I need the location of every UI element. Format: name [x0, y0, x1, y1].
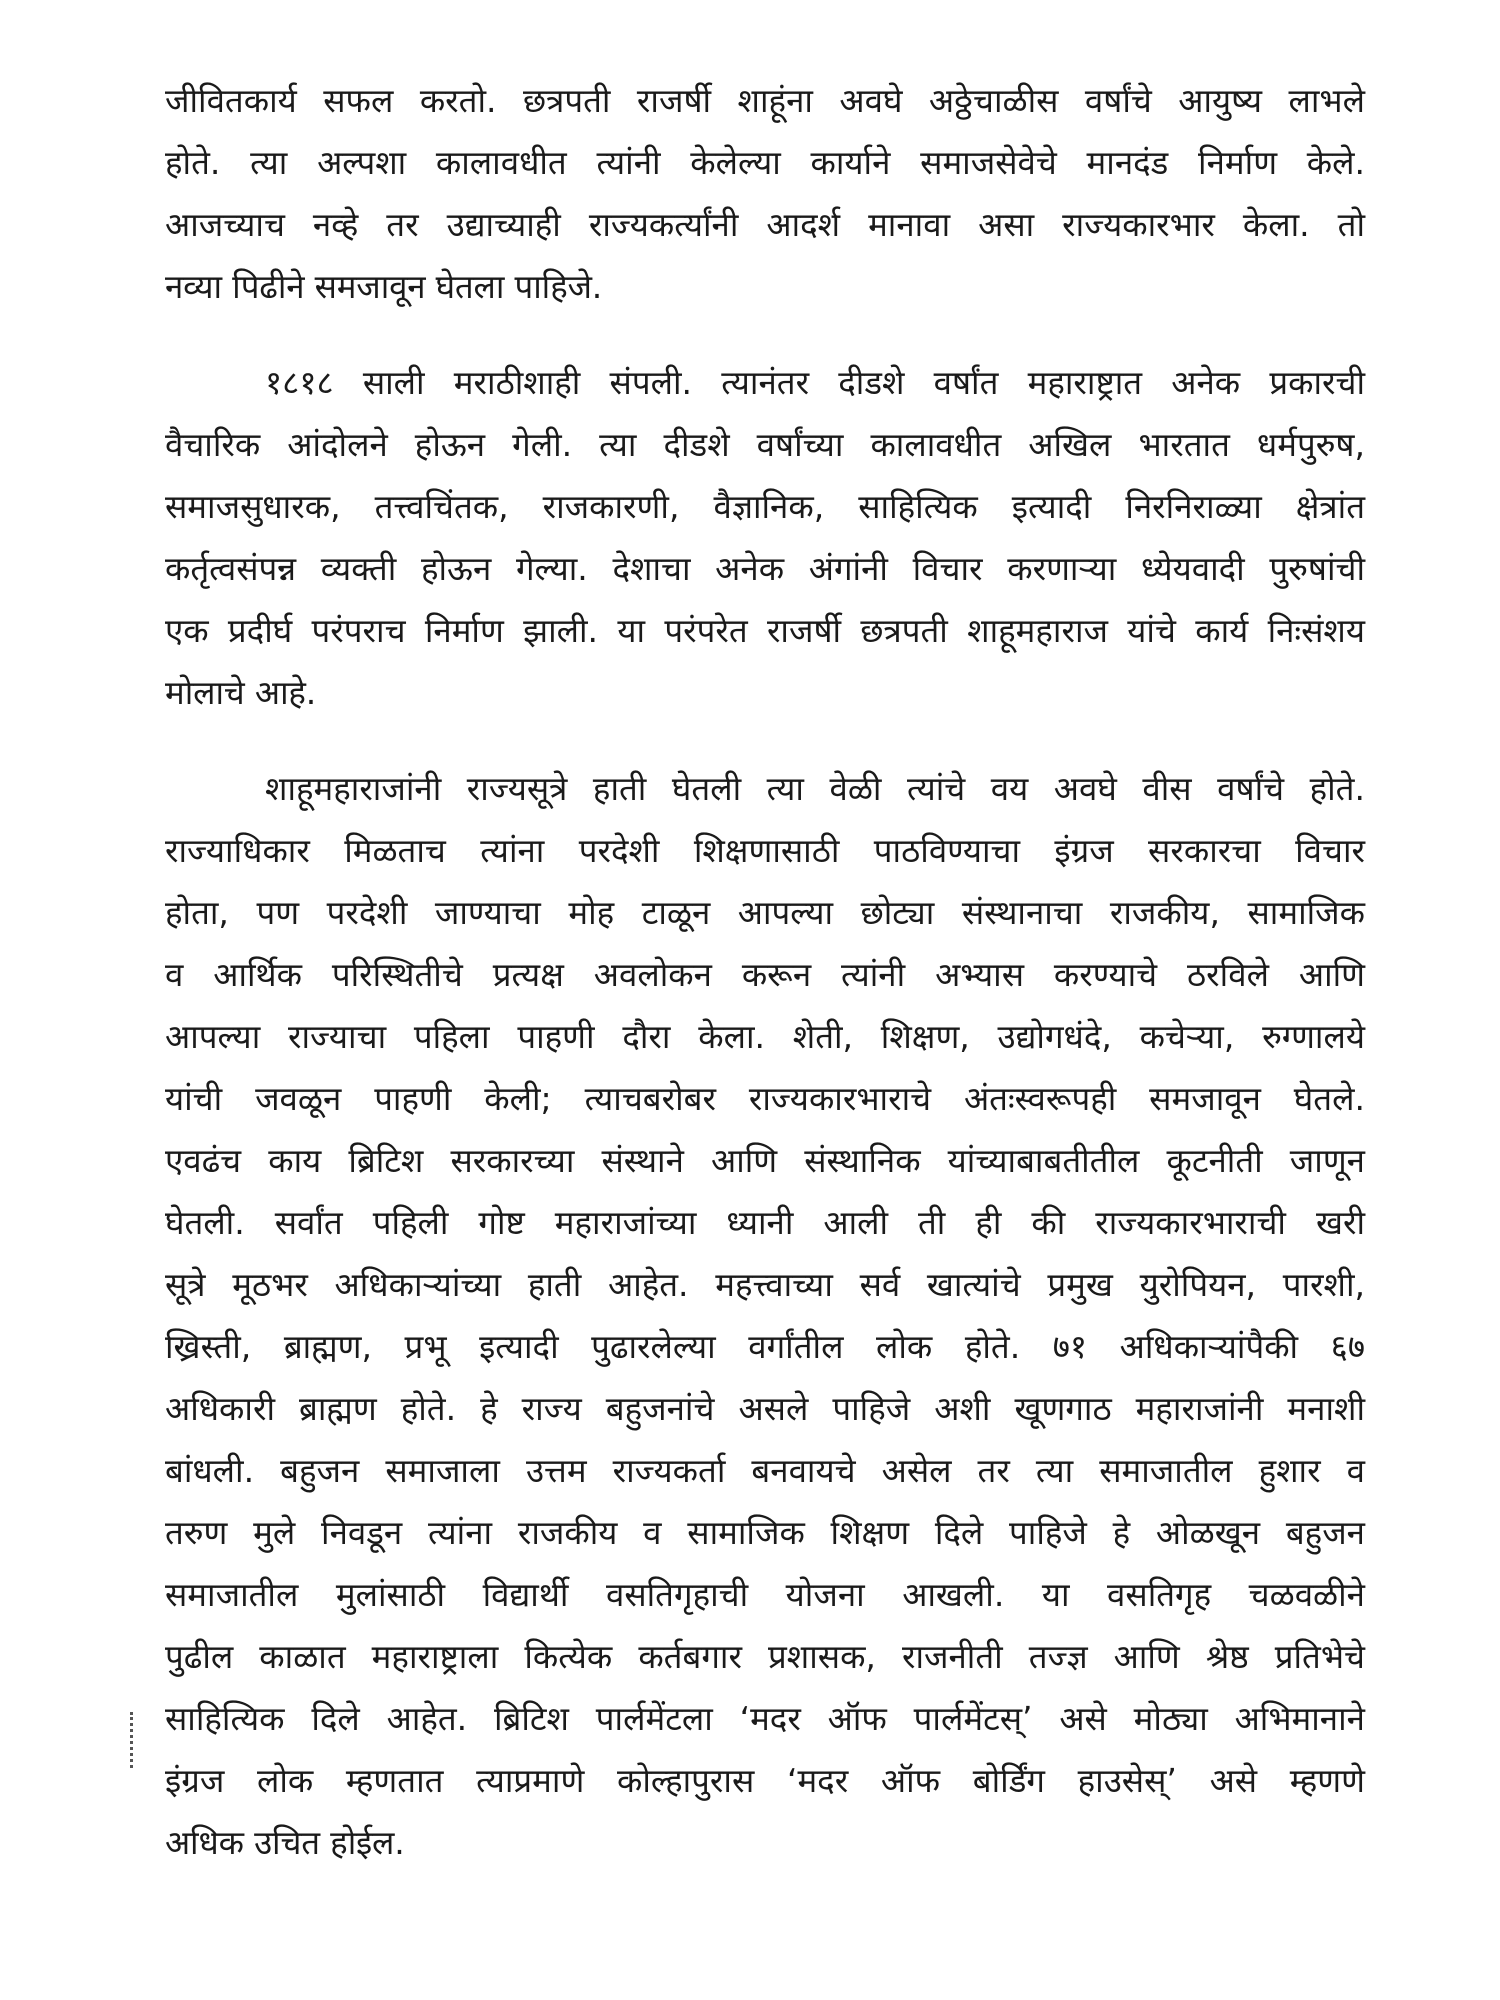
paragraph-3-line-12: बांधली. बहुजन समाजाला उत्तम राज्यकर्ता बनवायचे असेल तर त्या समाजातील हुशार व — [165, 1451, 1365, 1490]
paragraph-3-line-8: घेतली. सर्वांत पहिली गोष्ट महाराजांच्या ध्यानी आली ती ही की राज्यकारभाराची खरी — [165, 1203, 1365, 1242]
paragraph-2 — [165, 352, 1365, 724]
paragraph-2-line-2: वैचारिक आंदोलने होऊन गेली. त्या दीडशे वर्षांच्या कालावधीत अखिल भारतात धर्मपुरुष, — [165, 425, 1365, 464]
paragraph-3-line-18: अधिक उचित होईल. — [165, 1823, 405, 1862]
body-text — [165, 70, 1365, 1874]
paragraph-1-line-3: आजच्याच नव्हे तर उद्याच्याही राज्यकर्त्यांनी आदर्श मानावा असा राज्यकारभार केला. तो — [165, 205, 1365, 244]
paragraph-1-line-4: नव्या पिढीने समजावून घेतला पाहिजे. — [165, 267, 603, 306]
paragraph-2-line-4: कर्तृत्वसंपन्न व्यक्ती होऊन गेल्या. देशाचा अनेक अंगांनी विचार करणाऱ्या ध्येयवादी पुरुषांची — [165, 549, 1365, 588]
paragraph-3-line-2: राज्याधिकार मिळताच त्यांना परदेशी शिक्षणासाठी पाठविण्याचा इंग्रज सरकारचा विचार — [165, 831, 1365, 870]
paragraph-3 — [165, 758, 1365, 1874]
paragraph-3-line-1: शाहूमहाराजांनी राज्यसूत्रे हाती घेतली त्या वेळी त्यांचे वय अवघे वीस वर्षांचे होते. — [265, 769, 1365, 808]
paragraph-3-line-4: व आर्थिक परिस्थितीचे प्रत्यक्ष अवलोकन करून त्यांनी अभ्यास करण्याचे ठरविले आणि — [165, 955, 1365, 994]
paragraph-3-line-15: पुढील काळात महाराष्ट्राला कित्येक कर्तबगार प्रशासक, राजनीती तज्ज्ञ आणि श्रेष्ठ प्रतिभेचे — [165, 1637, 1365, 1676]
margin-mark — [130, 1712, 137, 1768]
paragraph-2-line-3: समाजसुधारक, तत्त्वचिंतक, राजकारणी, वैज्ञानिक, साहित्यिक इत्यादी निरनिराळ्या क्षेत्रांत — [165, 487, 1365, 526]
paragraph-3-line-14: समाजातील मुलांसाठी विद्यार्थी वसतिगृहाची योजना आखली. या वसतिगृह चळवळीने — [165, 1575, 1365, 1614]
paragraph-3-line-10: ख्रिस्ती, ब्राह्मण, प्रभू इत्यादी पुढारलेल्या वर्गांतील लोक होते. ७१ अधिकाऱ्यांपैकी ६७ — [165, 1327, 1365, 1366]
paragraph-3-line-17: इंग्रज लोक म्हणतात त्याप्रमाणे कोल्हापुरास ‘मदर ऑफ बोर्डिंग हाउसेस्’ असे म्हणणे — [165, 1761, 1365, 1800]
paragraph-2-line-5: एक प्रदीर्घ परंपराच निर्माण झाली. या परंपरेत राजर्षी छत्रपती शाहूमहाराज यांचे कार्य निःसंशय — [165, 611, 1365, 650]
paragraph-3-line-9: सूत्रे मूठभर अधिकाऱ्यांच्या हाती आहेत. महत्त्वाच्या सर्व खात्यांचे प्रमुख युरोपियन, पारशी, — [165, 1265, 1365, 1304]
paragraph-3-line-11: अधिकारी ब्राह्मण होते. हे राज्य बहुजनांचे असले पाहिजे अशी खूणगाठ महाराजांनी मनाशी — [165, 1389, 1365, 1428]
paragraph-1-line-2: होते. त्या अल्पशा कालावधीत त्यांनी केलेल्या कार्याने समाजसेवेचे मानदंड निर्माण केले. — [165, 143, 1365, 182]
paragraph-3-line-3: होता, पण परदेशी जाण्याचा मोह टाळून आपल्या छोट्या संस्थानाचा राजकीय, सामाजिक — [165, 893, 1365, 932]
paragraph-1-line-1: जीवितकार्य सफल करतो. छत्रपती राजर्षी शाहूंना अवघे अठ्ठेचाळीस वर्षांचे आयुष्य लाभले — [165, 81, 1365, 120]
paragraph-3-line-6: यांची जवळून पाहणी केली; त्याचबरोबर राज्यकारभाराचे अंतःस्वरूपही समजावून घेतले. — [165, 1079, 1365, 1118]
paragraph-3-line-5: आपल्या राज्याचा पहिला पाहणी दौरा केला. शेती, शिक्षण, उद्योगधंदे, कचेऱ्या, रुग्णालये — [165, 1017, 1365, 1056]
paragraph-3-line-16: साहित्यिक दिले आहेत. ब्रिटिश पार्लमेंटला ‘मदर ऑफ पार्लमेंटस्’ असे मोठ्या अभिमानाने — [165, 1699, 1365, 1738]
paragraph-2-line-1: १८१८ साली मराठीशाही संपली. त्यानंतर दीडशे वर्षांत महाराष्ट्रात अनेक प्रकारची — [265, 363, 1365, 402]
paragraph-2-line-6: मोलाचे आहे. — [165, 673, 316, 712]
paragraph-3-line-7: एवढंच काय ब्रिटिश सरकारच्या संस्थाने आणि संस्थानिक यांच्याबाबतीतील कूटनीती जाणून — [165, 1141, 1365, 1180]
paragraph-1 — [165, 70, 1365, 318]
paragraph-3-line-13: तरुण मुले निवडून त्यांना राजकीय व सामाजिक शिक्षण दिले पाहिजे हे ओळखून बहुजन — [165, 1513, 1365, 1552]
